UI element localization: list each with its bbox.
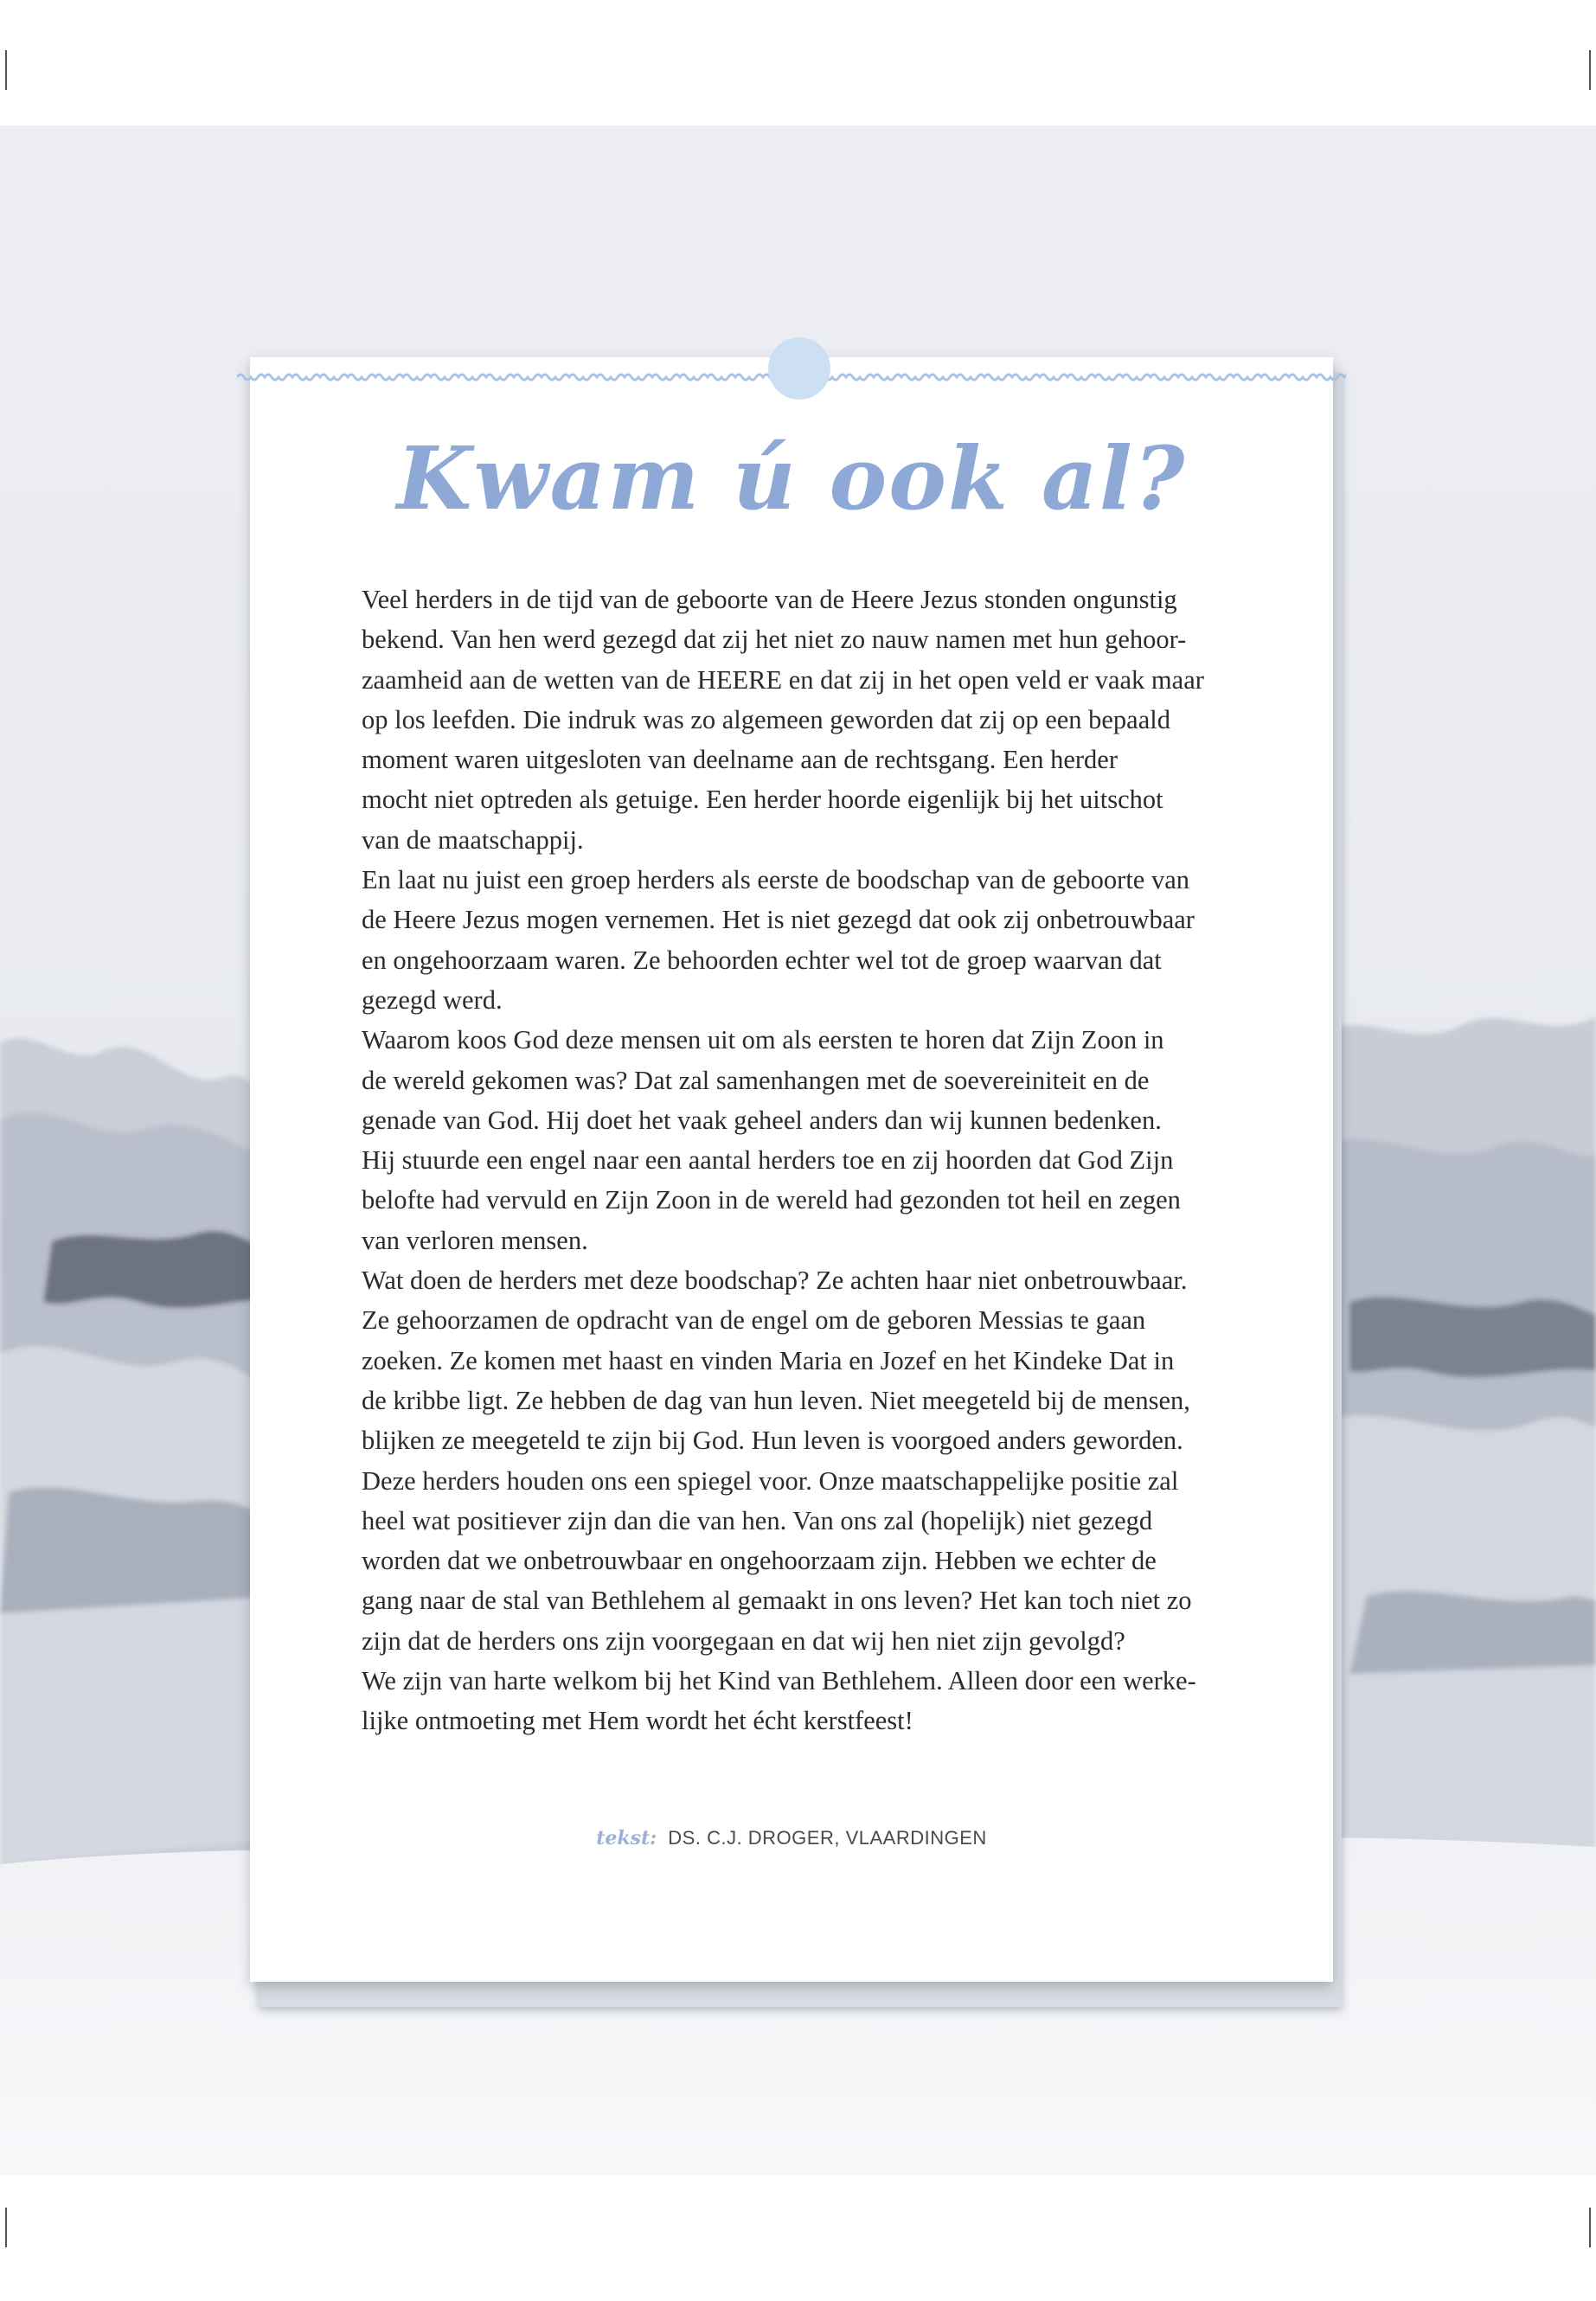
body-line: belofte had vervuld en Zijn Zoon in de wereld had gezonden tot heil en zegen [362,1185,1181,1215]
decorative-circle [768,337,830,400]
crop-mark-bottom-right [1589,2208,1591,2247]
body-line: gezegd werd. [362,984,503,1015]
body-line: van verloren mensen. [362,1225,588,1255]
body-line: Wat doen de herders met deze boodschap? Ze achten haar niet onbetrouwbaar. [362,1266,1188,1296]
body-line: Hij stuurde een engel naar een aantal herders toe en zij hoorden dat God Zijn [362,1145,1174,1176]
body-line: zoeken. Ze komen met haast en vinden Maria en Jozef en het Kindeke Dat in [362,1345,1175,1375]
body-line: blijken ze meegeteld te zijn bij God. Hun leven is voorgoed anders geworden. [362,1426,1183,1456]
article-body [362,580,1227,1741]
body-line: van de maatschappij. [362,824,584,855]
left-snowy-trees [0,1038,285,1933]
body-line: zaamheid aan de wetten van de HEERE en dat zij in het open veld er vaak maar [362,664,1204,695]
body-line: genade van God. Hij doet het vaak geheel anders dan wij kunnen bedenken. [362,1105,1162,1135]
body-line: Waarom koos God deze mensen uit om als eersten te horen dat Zijn Zoon in [362,1025,1164,1055]
body-line: Veel herders in de tijd van de geboorte van de Heere Jezus stonden ongunstig [362,585,1177,614]
crop-mark-top-left [5,50,7,90]
body-line: En laat nu juist een groep herders als eerste de boodschap van de geboorte van [362,865,1190,895]
body-line: Ze gehoorzamen de opdracht van de engel om de geboren Messias te gaan [362,1305,1146,1336]
body-line: lijke ontmoeting met Hem wordt het écht kerstfeest! [362,1706,913,1736]
body-line: zijn dat de herders ons zijn voorgegaan en dat wij hen niet zijn gevolgd? [362,1625,1125,1656]
body-line: de kribbe ligt. Ze hebben de dag van hun leven. Niet meegeteld bij de mensen, [362,1385,1190,1415]
body-line: op los leefden. Die indruk was zo algemeen geworden dat zij op een bepaald [362,704,1170,734]
body-line: moment waren uitgesloten van deelname aan de rechtsgang. Een herder [362,745,1118,775]
crop-mark-top-right [1589,50,1591,90]
body-line: de wereld gekomen was? Dat zal samenhangen met de soevereiniteit en de [362,1065,1150,1095]
body-line: mocht niet optreden als getuige. Een herder hoorde eigenlijk bij het uitschot [362,785,1163,815]
article-title: Kwam ú ook al? [396,427,1187,529]
body-line: de Heere Jezus mogen vernemen. Het is niet gezegd dat ook zij onbetrouwbaar [362,905,1195,935]
body-line: en ongehoorzaam waren. Ze behoorden echter wel tot de groep waarvan dat [362,945,1162,975]
credit-author: DS. C.J. DROGER, VLAARDINGEN [668,1827,987,1849]
body-line: worden dat we onbetrouwbaar en ongehoorzaam zijn. Hebben we echter de [362,1546,1157,1576]
body-line: heel wat positiever zijn dan die van hen. Van ons zal (hopelijk) niet gezegd [362,1505,1153,1535]
right-snowy-trees [1315,1016,1596,1907]
body-line: We zijn van harte welkom bij het Kind van Bethlehem. Alleen door een werke- [362,1666,1196,1696]
body-line: Deze herders houden ons een spiegel voor. Onze maatschappelijke positie zal [362,1465,1179,1496]
body-line: bekend. Van hen werd gezegd dat zij het niet zo nauw namen met hun gehoor- [362,625,1187,655]
article-credit [250,1827,1333,1849]
credit-label: tekst: [596,1827,657,1849]
crop-mark-bottom-left [5,2208,7,2247]
body-line: gang naar de stal van Bethlehem al gemaakt in ons leven? Het kan toch niet zo [362,1586,1192,1616]
